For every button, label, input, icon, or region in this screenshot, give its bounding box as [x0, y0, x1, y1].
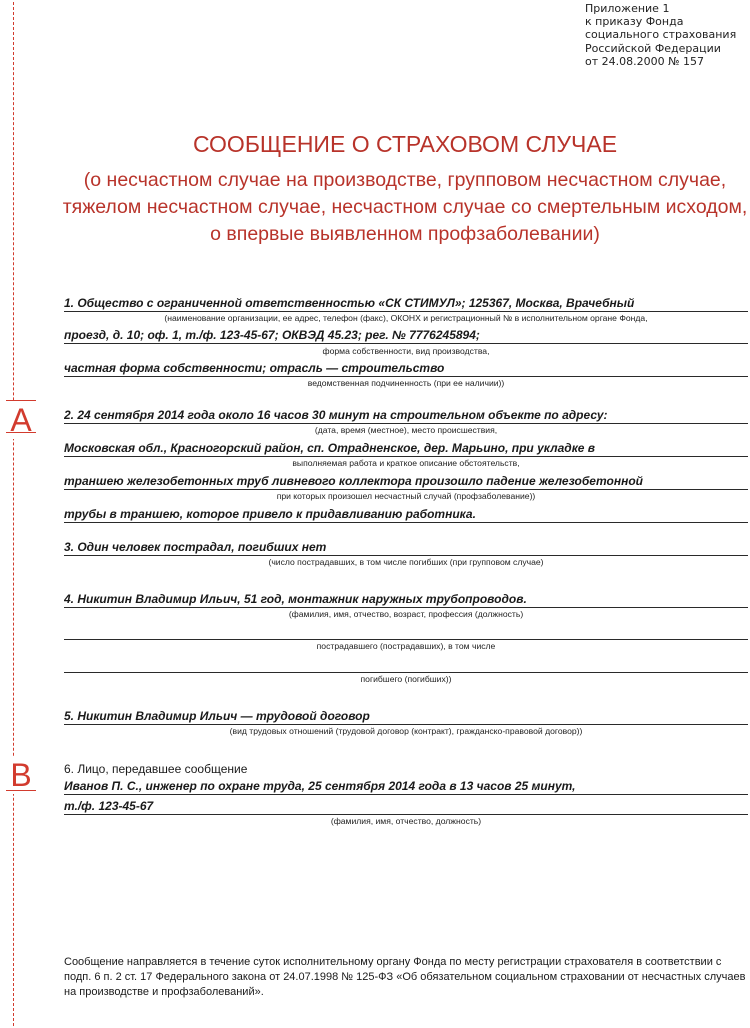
- s4-caption: погибшего (погибших)): [360, 674, 452, 684]
- s5-employment-line: 5. Никитин Владимир Ильич — трудовой договор: [64, 709, 748, 725]
- marker-b-tick-bottom: [6, 790, 36, 791]
- s6-heading: 6. Лицо, передавшее сообщение: [64, 762, 248, 776]
- document-subtitle: [0, 167, 750, 248]
- s3-victims-count-line: 3. Один человек пострадал, погибших нет: [64, 540, 748, 556]
- subtitle-line: о впервые выявленном профзаболевании): [210, 223, 600, 245]
- s1-ownership-line: частная форма собственности; отрасль — строительство: [64, 361, 748, 377]
- s2-description-line: траншею железобетонных труб ливневого коллектора произошло падение железобетонной: [64, 474, 748, 490]
- appendix-line: социального страхования: [585, 28, 737, 42]
- subtitle-line: (о несчастном случае на производстве, групповом несчастном случае,: [83, 169, 727, 191]
- marker-a-tick-bottom: [6, 432, 36, 433]
- appendix-line: Приложение 1: [585, 2, 670, 15]
- marker-a: А: [6, 401, 36, 439]
- document-title: СООБЩЕНИЕ О СТРАХОВОМ СЛУЧАЕ: [192, 131, 618, 157]
- s1-address-line: проезд, д. 10; оф. 1, т./ф. 123-45-67; ОКВЭД 45.23; рег. № 7776245894;: [64, 328, 748, 344]
- s6-caption: (фамилия, имя, отчество, должность): [330, 816, 482, 826]
- s1-caption: форма собственности, вид производства,: [322, 346, 490, 356]
- footer-note: Сообщение направляется в течение суток исполнительному органу Фонда по месту регистрации страхователя в соответствии с подп. 6 п. 2 ст. 17 Федерального закона от 24.07.1998 № 125-ФЗ «Об обязательном социальном страховании от несчастных случаев на производстве и профзаболеваний».: [64, 956, 746, 998]
- s3-caption: (число пострадавших, в том числе погибших (при групповом случае): [268, 557, 544, 567]
- appendix-reference: [585, 2, 736, 68]
- s4-blank-line: [64, 624, 748, 640]
- s4-caption: пострадавшего (пострадавших), в том числе: [316, 641, 496, 651]
- s1-caption: ведомственная подчиненность (при ее наличии)): [307, 378, 505, 388]
- appendix-line: к приказу Фонда: [585, 15, 684, 29]
- s2-description-line: трубы в траншею, которое привело к придавливанию работника.: [64, 507, 748, 523]
- marker-b: В: [6, 756, 36, 794]
- s2-place-line: Московская обл., Красногорский район, сп. Отрадненское, дер. Марьино, при укладке в: [64, 441, 748, 457]
- appendix-line: Российской Федерации: [585, 41, 721, 55]
- s4-victim-line: 4. Никитин Владимир Ильич, 51 год, монтажник наружных трубопроводов.: [64, 592, 748, 608]
- s6-phone-line: т./ф. 123-45-67: [64, 799, 748, 815]
- s4-blank-line: [64, 657, 748, 673]
- s5-caption: (вид трудовых отношений (трудовой договор (контракт), гражданско-правовой договор)): [229, 726, 583, 736]
- s4-caption: (фамилия, имя, отчество, возраст, профессия (должность): [288, 609, 524, 619]
- s2-caption: выполняемая работа и краткое описание обстоятельств,: [292, 458, 520, 468]
- s2-caption: (дата, время (местное), место происшествия,: [314, 425, 498, 435]
- s2-datetime-line: 2. 24 сентября 2014 года около 16 часов 30 минут на строительном объекте по адресу:: [64, 408, 748, 424]
- s6-reporter-line: Иванов П. С., инженер по охране труда, 25 сентября 2014 года в 13 часов 25 минут,: [64, 779, 748, 795]
- s1-organization-line: 1. Общество с ограниченной ответственностью «СК СТИМУЛ»; 125367, Москва, Врачебный: [64, 296, 748, 312]
- subtitle-line: тяжелом несчастном случае, несчастном случае со смертельным исходом,: [62, 196, 748, 218]
- appendix-line: от 24.08.2000 № 157: [585, 54, 705, 68]
- s1-caption: (наименование организации, ее адрес, телефон (факс), ОКОНХ и регистрационный № в исполнительном органе Фонда,: [164, 313, 648, 323]
- s2-caption: при которых произошел несчастный случай (профзаболевание)): [276, 491, 536, 501]
